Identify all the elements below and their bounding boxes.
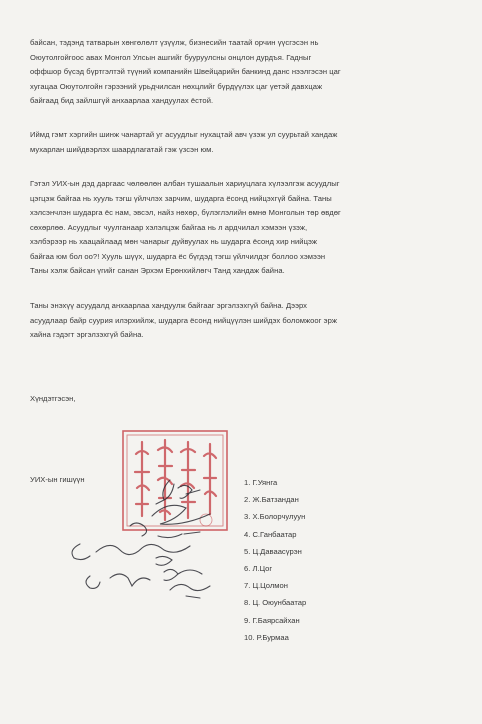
member-item: 3. Х.Болорчулуун [244, 512, 306, 522]
text-line: Гэтэл УИХ-ын дэд даргаас чөлөөлөн албан тушаалын хариуцлага хүлээлгэж асуудлыг [30, 179, 340, 188]
text-line: хэлсэнчлэн шударга ёс нам, эвсэл, найз нөхөр, бүлэглэлийн өмнө Монголын төр өвдөг [30, 208, 341, 217]
paragraph-2 [30, 128, 450, 157]
member-item: 2. Ж.Батзандан [244, 495, 299, 505]
members-title: УИХ-ын гишүүн [30, 475, 85, 484]
paragraph-3 [30, 177, 450, 279]
text-line: байсан, тэдэнд татварын хөнгөлөлт үзүүлж, бизнесийн таатай орчин үүсгэсэн нь [30, 38, 319, 47]
members-list [244, 474, 306, 646]
member-item: 1. Г.Уянга [244, 478, 278, 487]
text-line: хугацаа Оюутолгойн гэрээний урьдчилсан нөхцлийг бүрдүүлэх цаг үетэй давхцаж [30, 81, 323, 91]
text-line: Таны хэлж байсан үгийг санан Эрхэм Ерөнхийлөгч Танд хандаж байна. [30, 266, 285, 275]
member-item: 7. Ц.Цолмон [244, 581, 288, 591]
member-item: 5. Ц.Даваасүрэн [244, 546, 302, 556]
text-line: хэлбэрээр нь хаацайлаад мөн чанарыг дуйвуулах нь шударга ёсонд хир нийцэж [30, 237, 318, 246]
text-line: сөхөрлөө. Асуудлыг чуулганаар хэлэлцэж байгаа нь л ардчилал хэмээн үзэж, [30, 222, 308, 232]
text-line: Таны энэхүү асуудалд анхаарлаа хандуулж байгааг эргэлзэхгүй байна. Дээрх [30, 301, 308, 310]
text-line: байгаа юм бол оо?! Хууль шүүх, шударга ёс бүгдэд тэгш үйлчилдэг боллоо хэмээн [30, 251, 326, 261]
text-line: хайна гэдэгт эргэлзэхгүй байна. [30, 330, 144, 339]
member-item: 6. Л.Цог [244, 563, 273, 573]
text-line: байгаад бид зайлшгүй анхаарлаа хандуулах ёстой. [30, 96, 214, 105]
text-line: Иймд гэмт хэргийн шинж чанартай уг асуудлыг нухацтай авч үзэж ул суурьтай хандаж [30, 130, 338, 139]
member-item: 8. Ц. Оюунбаатар [244, 598, 307, 608]
text-line: асуудлаар байр суурия илэрхийлж, шударга ёсонд нийцүүлэн шийдэх боломжоог эрж [30, 315, 337, 325]
text-line: мухарлан шийдвэрлэх шаардлагатай гэж үзсэн юм. [30, 144, 214, 154]
text-line: оффшор бүсэд бүртгэлтэй түүний компанийн Швейцарийн банкинд данс нээлгэсэн цаг [30, 67, 341, 76]
member-item: 4. С.Ганбаатар [244, 529, 297, 539]
member-item: 9. Г.Баярсайхан [244, 615, 300, 625]
text-line: Оюутолгойгоос авах Монгол Улсын ашгийг бууруулсны онцлон дурдъя. Гадныг [30, 52, 312, 62]
closing-salutation: Хүндэтгэсэн, [30, 394, 76, 403]
handwritten-signatures [60, 470, 260, 610]
paragraph-1 [30, 36, 450, 109]
text-line: цэгцэж байгаа нь хууль тэгш үйлчлэх зарчим, шударга ёсонд нийцэхгүй байна. Таны [30, 193, 332, 203]
paragraph-4 [30, 299, 450, 343]
member-item: 10. Р.Бурмаа [244, 632, 289, 642]
